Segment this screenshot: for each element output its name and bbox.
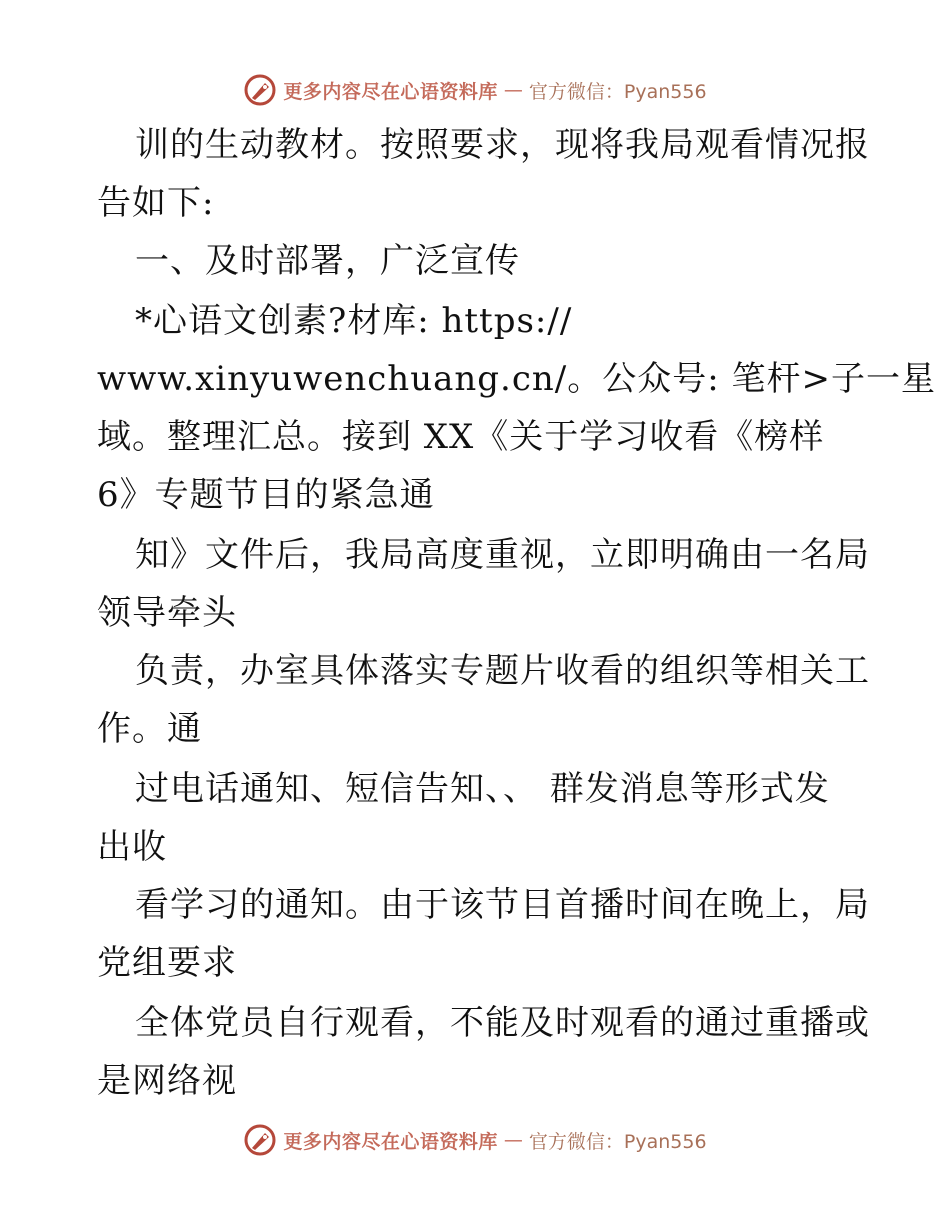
watermark-text: 更多内容尽在心语资料库 (283, 1130, 498, 1153)
paragraph-line: 全体党员自行观看，不能及时观看的通过重播或 (135, 1003, 870, 1043)
pen-nib-logo-icon (243, 1123, 277, 1157)
watermark-text: 更多内容尽在心语资料库 (283, 80, 498, 103)
paragraph-line: 出收 (97, 827, 167, 867)
paragraph-line: 知》文件后，我局高度重视，立即明确由一名局 (135, 535, 870, 575)
paragraph-line: 训的生动教材。按照要求，现将我局观看情况报 (135, 125, 870, 165)
paragraph-line: 6》专题节目的紧急通 (97, 475, 435, 515)
watermark-dash: — (503, 79, 523, 101)
paragraph-line: 党组要求 (97, 943, 237, 983)
paragraph-line: 作。通 (97, 709, 202, 749)
paragraph-line: *心语文创素?材库: https:// (135, 301, 573, 341)
footer-watermark (0, 1120, 950, 1160)
paragraph-line: 过电话通知、短信告知、、 群发消息等形式发 (135, 769, 830, 809)
section-heading: 一、及时部署，广泛宣传 (135, 241, 520, 281)
watermark-dash: — (503, 1129, 523, 1151)
paragraph-line: 域。整理汇总。接到 XX《关于学习收看《榜样 (97, 417, 825, 457)
watermark-wechat: 官方微信：Pyan556 (528, 80, 707, 103)
paragraph-line: 是网络视 (97, 1061, 237, 1101)
paragraph-line: 领导牵头 (97, 593, 237, 633)
paragraph-line: www.xinyuwenchuang.cn/。公众号: 笔杆>子一星 (97, 359, 936, 399)
pen-nib-logo-icon (243, 73, 277, 107)
paragraph-line: 看学习的通知。由于该节目首播时间在晚上，局 (135, 885, 870, 925)
paragraph-line: 告如下: (97, 183, 215, 223)
watermark-wechat: 官方微信：Pyan556 (528, 1130, 707, 1153)
header-watermark (0, 70, 950, 110)
paragraph-line: 负责，办室具体落实专题片收看的组织等相关工 (135, 651, 870, 691)
